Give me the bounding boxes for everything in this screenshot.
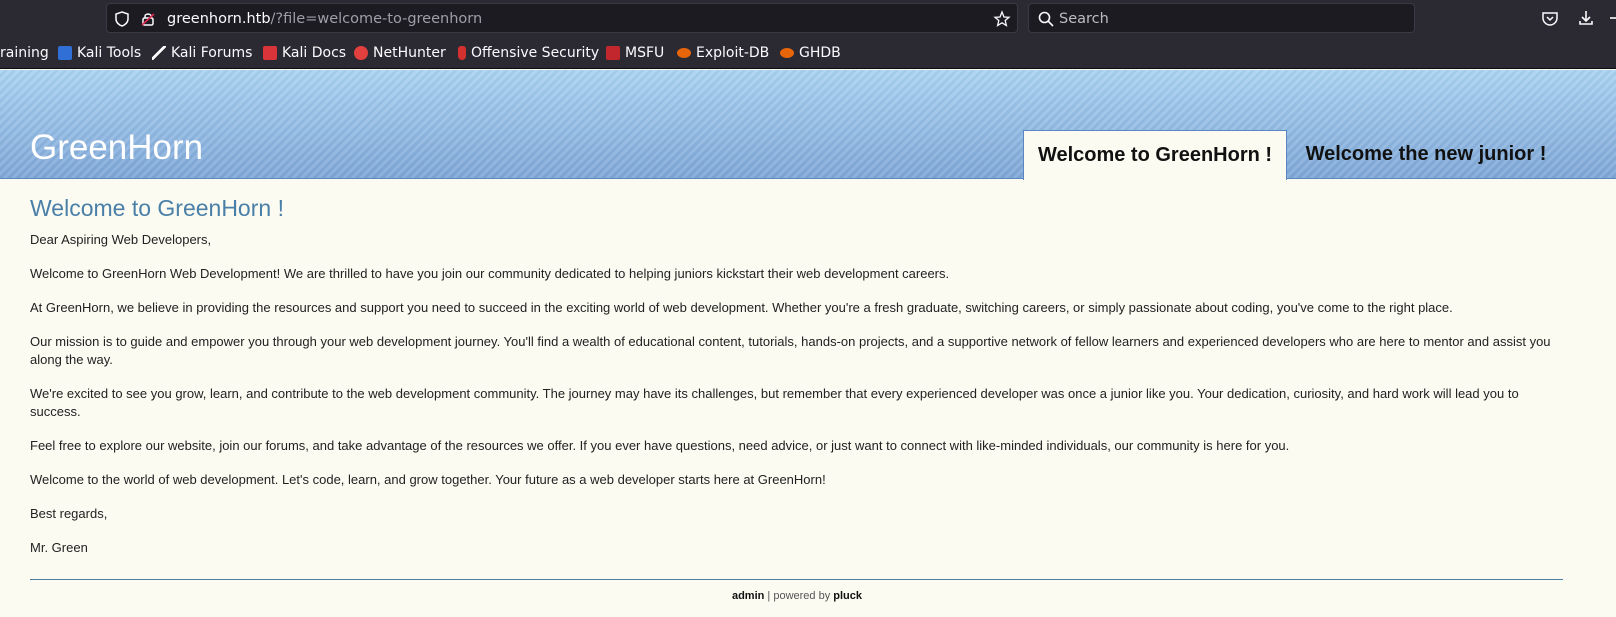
bookmark-label: Kali Forums (171, 45, 253, 61)
kali-tools-icon (58, 46, 72, 60)
bookmark-kali-docs[interactable] (263, 44, 346, 62)
paragraph: Welcome to the world of web development. Let's code, learn, and grow together. Your future as a web developer starts here at GreenHorn! (30, 472, 826, 487)
bookmark-training[interactable] (0, 44, 49, 62)
paragraph: Best regards, (30, 506, 108, 521)
bookmark-label: Kali Tools (77, 45, 142, 61)
kali-dragon-icon (152, 46, 166, 60)
bookmark-msfu[interactable] (606, 44, 664, 62)
search-bar[interactable] (1028, 3, 1415, 33)
paragraph: We're excited to see you grow, learn, and contribute to the web development community. The journey may have its challenges, but remember that every experienced developer was once a junior like you. Your dedication, curiosity, and hard work will lead you to success. (30, 386, 1519, 419)
bookmark-kali-forums[interactable] (152, 44, 252, 62)
page-content (30, 195, 1570, 573)
offsec-icon (458, 46, 466, 60)
shield-icon[interactable] (113, 10, 131, 28)
url-host: greenhorn.htb (167, 11, 271, 27)
downloads-icon[interactable] (1576, 8, 1596, 28)
bookmark-star-icon[interactable] (993, 10, 1011, 28)
bookmark-kali-tools[interactable] (58, 44, 141, 62)
overflow-menu-icon[interactable] (1606, 8, 1616, 28)
lock-insecure-icon[interactable] (139, 10, 157, 28)
footer-divider (30, 579, 1563, 580)
nethunter-icon (354, 46, 368, 60)
admin-link[interactable]: admin (731, 590, 765, 602)
paragraph: Feel free to explore our website, join our forums, and take advantage of the resources we offer. If you ever have questions, need advice, or just want to connect with like-minded individuals, our community is here for you. (30, 438, 1290, 453)
page-title: Welcome to GreenHorn ! (30, 195, 284, 221)
bookmark-offensive-security[interactable] (458, 44, 599, 62)
url-text[interactable] (167, 11, 482, 27)
pocket-icon[interactable] (1540, 8, 1560, 28)
paragraph: Our mission is to guide and empower you through your web development journey. You'll find a wealth of educational content, tutorials, hands-on projects, and a supportive network of fellow learners and experienced developers who are here to mentor and assist you along the way. (30, 334, 1551, 367)
bookmark-label: NetHunter (373, 45, 446, 61)
ghdb-icon (780, 48, 794, 58)
exploit-db-icon (677, 48, 691, 58)
site-header (0, 70, 1616, 179)
paragraph: Dear Aspiring Web Developers, (30, 232, 212, 247)
bookmark-label: Exploit-DB (696, 45, 770, 61)
footer-separator: | powered by (764, 590, 834, 602)
site-footer (0, 590, 1594, 602)
bookmark-label: Kali Docs (282, 45, 347, 61)
site-title[interactable]: GreenHorn (30, 128, 204, 167)
nav-tab-new-junior[interactable]: Welcome the new junior ! (1305, 143, 1547, 165)
signature: Mr. Green (30, 540, 88, 555)
kali-docs-icon (263, 46, 277, 60)
bookmark-label: Offensive Security (471, 45, 600, 61)
paragraph: At GreenHorn, we believe in providing the resources and support you need to succeed in the exciting world of web development. Whether you're a fresh graduate, switching careers, or simply passionate about coding, you've come to the right place. (30, 300, 1453, 315)
paragraph: Welcome to GreenHorn Web Development! We are thrilled to have you join our community dedicated to helping juniors kickstart their web development careers. (30, 266, 950, 281)
bookmark-nethunter[interactable] (354, 44, 446, 62)
bookmark-exploit-db[interactable] (677, 44, 769, 62)
url-path: /?file=welcome-to-greenhorn (270, 11, 483, 27)
bookmarks-toolbar (0, 36, 1616, 69)
nav-tab-welcome[interactable]: Welcome to GreenHorn ! (1023, 130, 1287, 180)
msfu-icon (606, 46, 620, 60)
bookmark-label: raining (0, 45, 49, 61)
search-icon (1037, 10, 1055, 28)
browser-toolbar (0, 0, 1616, 36)
bookmark-label: GHDB (799, 45, 841, 61)
pluck-link[interactable]: pluck (833, 590, 863, 602)
bookmark-label: MSFU (625, 45, 665, 61)
bookmark-ghdb[interactable] (780, 44, 841, 62)
url-bar[interactable] (106, 3, 1018, 33)
search-placeholder: Search (1059, 11, 1109, 27)
